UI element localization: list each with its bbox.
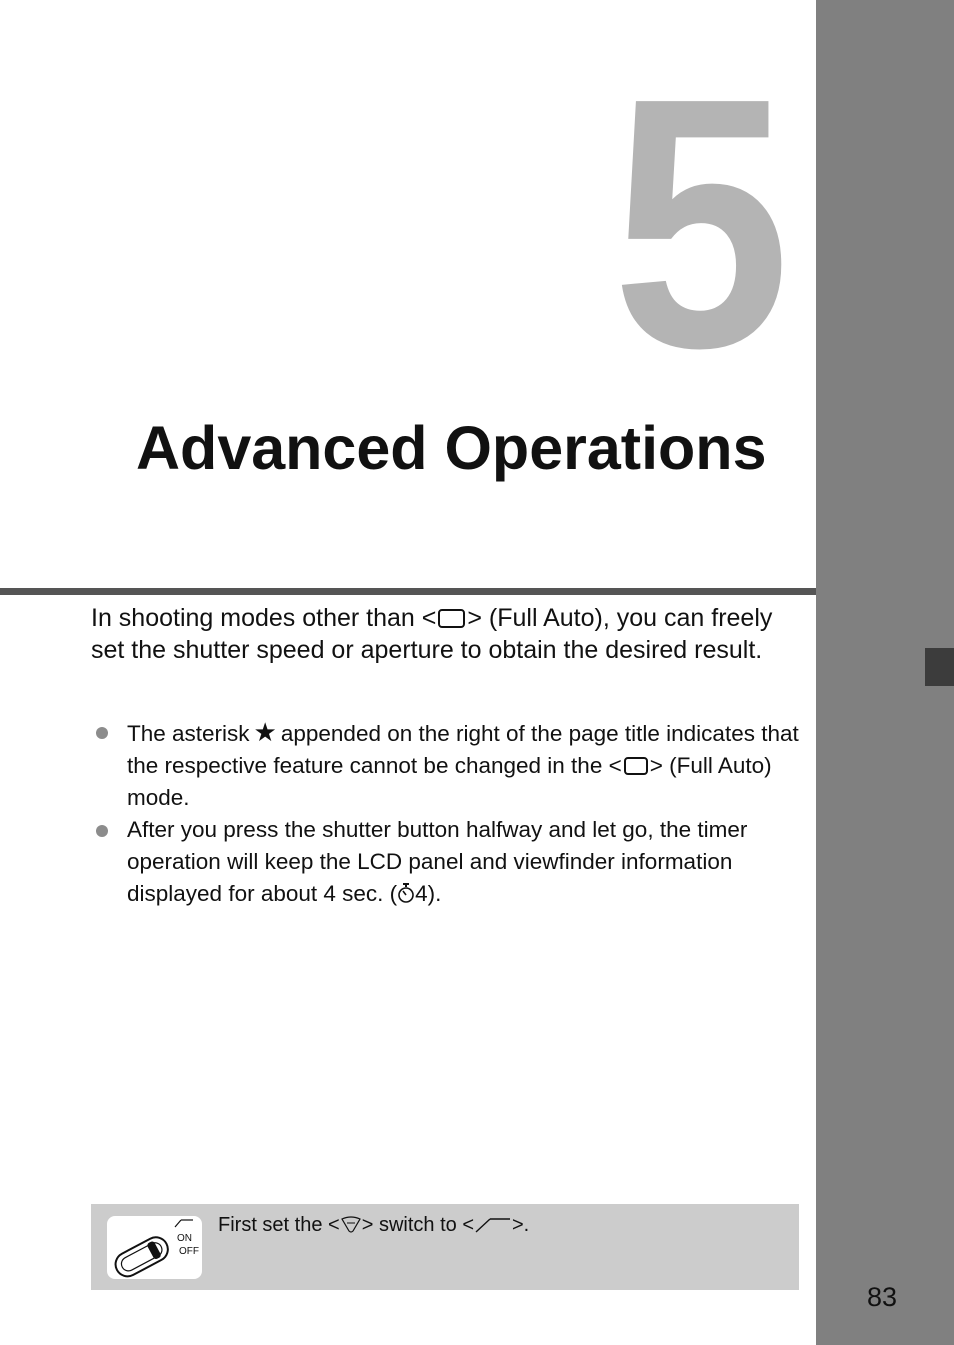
timer-icon — [397, 881, 415, 913]
notice-box — [91, 1204, 799, 1290]
power-switch-illustration — [107, 1216, 202, 1279]
switch-on-label: ON — [177, 1233, 192, 1244]
bullet-list — [91, 716, 801, 913]
power-switch-icon — [107, 1216, 202, 1279]
full-auto-mode-icon — [438, 609, 465, 628]
title-rule — [0, 588, 816, 595]
switch-off-label: OFF — [179, 1246, 199, 1257]
notice-text: First set the < > switch to < >. — [218, 1212, 529, 1241]
star-icon: ★ — [253, 717, 277, 747]
timer-value: 4 — [415, 881, 428, 906]
on-position-icon — [474, 1215, 512, 1241]
page-number: 83 — [866, 1282, 898, 1312]
intro-paragraph: In shooting modes other than < > (Full Auto), you can freely set the shutter speed or aperture to obtain the desired result. — [91, 604, 773, 664]
bullet-dot — [96, 825, 108, 837]
chapter-number: 5 — [612, 25, 785, 422]
bullet-dot — [96, 727, 108, 739]
chapter-tab-marker — [925, 648, 954, 686]
chapter-title: Advanced Operations — [136, 414, 767, 482]
power-switch-symbol-icon — [340, 1214, 362, 1241]
list-item: The asterisk ★ appended on the right of the page title indicates that the respective feature cannot be changed in the < > (Full Auto) mode. — [91, 716, 801, 814]
list-item: After you press the shutter button halfway and let go, the timer operation will keep the LCD panel and viewfinder information displayed for about 4 sec. ( 4). — [91, 814, 801, 913]
full-auto-mode-icon — [624, 757, 648, 775]
